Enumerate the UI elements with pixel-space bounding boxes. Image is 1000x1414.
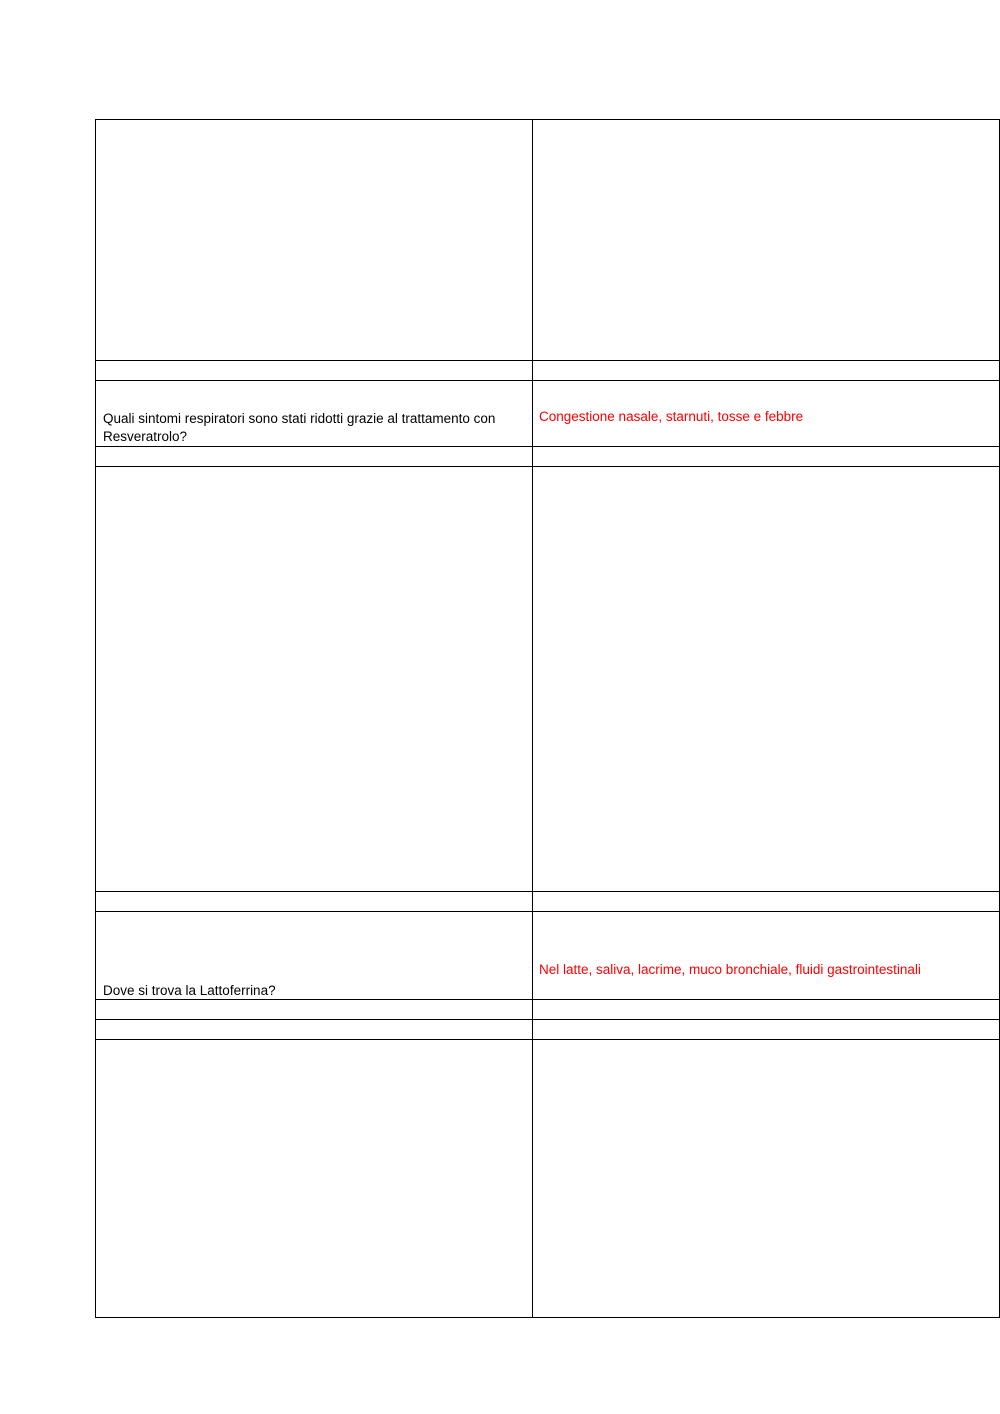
- question-cell-resveratrolo: Quali sintomi respiratori sono stati ridotti grazie al trattamento con Resveratrolo?: [103, 411, 496, 444]
- row-divider: [96, 911, 999, 912]
- answer-cell-resveratrolo: Congestione nasale, starnuti, tosse e febbre: [539, 409, 804, 424]
- row-divider: [96, 380, 999, 381]
- row-divider: [96, 446, 999, 447]
- column-divider: [532, 120, 533, 1317]
- row-divider: [96, 466, 999, 467]
- question-cell-lattoferrina: Dove si trova la Lattoferrina?: [103, 983, 276, 998]
- row-divider: [96, 891, 999, 892]
- answer-cell-lattoferrina: Nel latte, saliva, lacrime, muco bronchiale, fluidi gastrointestinali: [539, 962, 921, 977]
- row-divider: [96, 1039, 999, 1040]
- row-divider: [96, 360, 999, 361]
- qa-table: [95, 119, 1000, 1318]
- row-divider: [96, 1019, 999, 1020]
